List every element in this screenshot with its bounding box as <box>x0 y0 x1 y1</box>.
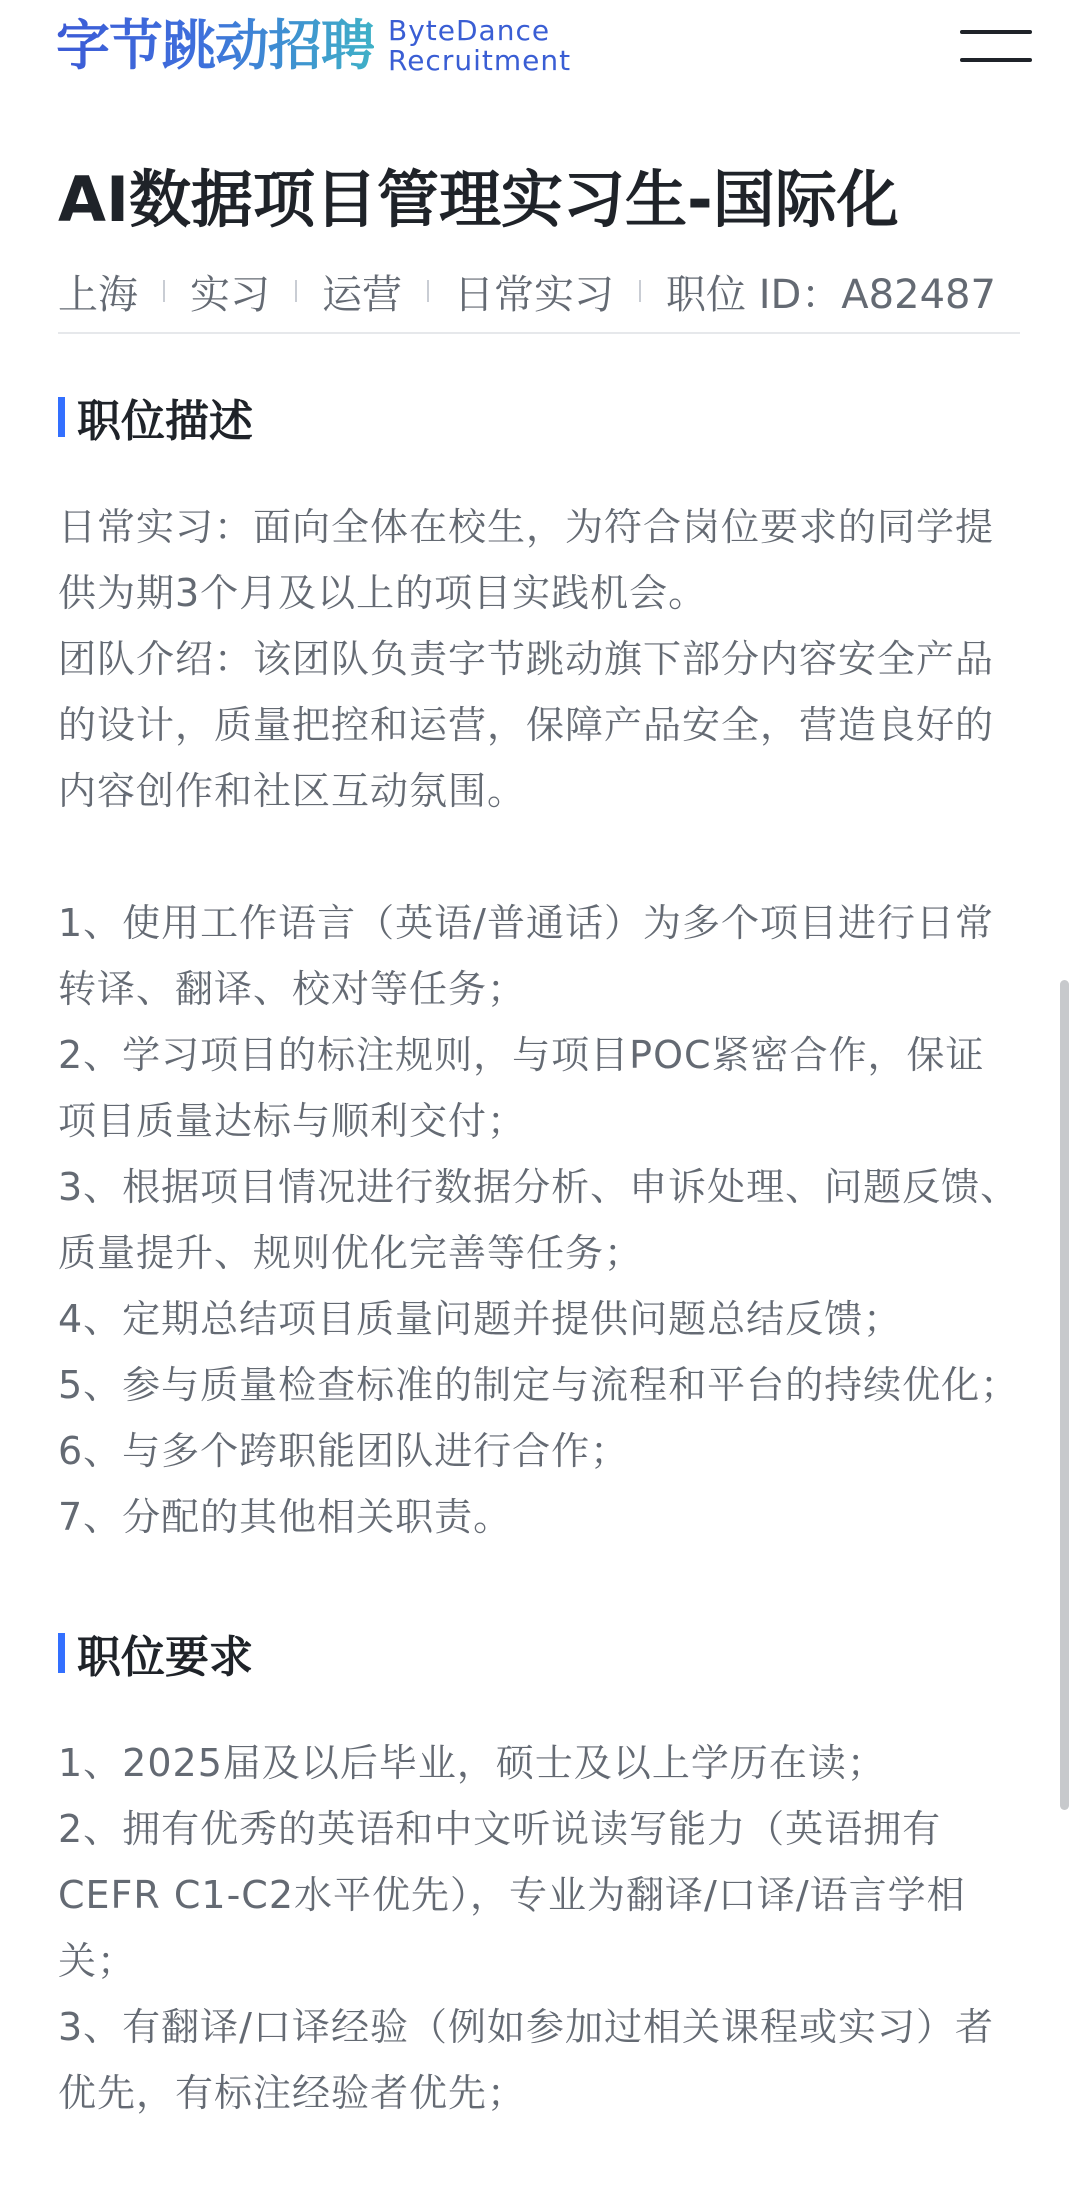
requirements-body <box>58 1730 1020 2126</box>
job-city: 上海 <box>58 271 138 318</box>
section-accent-bar <box>58 397 65 437</box>
logo-english-text <box>388 16 571 76</box>
description-paragraph: 3、根据项目情况进行数据分析、申诉处理、问题反馈、质量提升、规则优化完善等任务； <box>58 1165 1020 1275</box>
description-body <box>58 494 1020 1550</box>
job-meta <box>58 250 1020 334</box>
description-paragraph: 2、学习项目的标注规则，与项目POC紧密合作，保证项目质量达标与顺利交付； <box>58 1033 985 1143</box>
description-paragraph: 5、参与质量检查标准的制定与流程和平台的持续优化； <box>58 1363 1020 1407</box>
menu-line <box>960 30 1032 34</box>
meta-divider <box>639 280 641 302</box>
logo-chinese-text: 字节跳动招聘 <box>56 14 374 77</box>
job-category: 运营 <box>322 271 402 318</box>
description-heading-text: 职位描述 <box>77 396 253 447</box>
meta-divider <box>295 280 297 302</box>
job-subtype: 日常实习 <box>454 271 614 318</box>
meta-divider <box>163 280 165 302</box>
job-title: AI数据项目管理实习生-国际化 <box>58 163 899 236</box>
menu-line <box>960 58 1032 62</box>
logo-english-line2: Recruitment <box>388 44 572 77</box>
job-id: 职位 ID：A82487 <box>666 271 996 318</box>
top-header <box>0 0 1080 100</box>
page-scrollbar[interactable] <box>1060 980 1069 1810</box>
meta-divider <box>427 280 429 302</box>
description-paragraph: 1、使用工作语言（英语/普通话）为多个项目进行日常转译、翻译、校对等任务； <box>58 901 994 1011</box>
section-accent-bar <box>58 1633 65 1673</box>
requirements-heading-text: 职位要求 <box>77 1632 253 1683</box>
description-paragraph: 日常实习：面向全体在校生，为符合岗位要求的同学提供为期3个月及以上的项目实践机会。 <box>58 505 995 615</box>
description-spacer <box>58 824 1020 890</box>
job-type: 实习 <box>190 271 270 318</box>
requirements-heading <box>58 1618 1020 1688</box>
requirement-paragraph: 2、拥有优秀的英语和中文听说读写能力（英语拥有CEFR C1-C2水平优先），专业为翻译/口译/语言学相关； <box>58 1807 966 1983</box>
bytedance-recruitment-logo[interactable] <box>56 14 571 78</box>
logo-english-line1: ByteDance <box>388 14 551 47</box>
description-paragraph: 4、定期总结项目质量问题并提供问题总结反馈； <box>58 1297 903 1341</box>
description-heading <box>58 382 1020 452</box>
description-paragraph: 团队介绍：该团队负责字节跳动旗下部分内容安全产品的设计，质量把控和运营，保障产品安全，营造良好的内容创作和社区互动氛围。 <box>58 637 995 813</box>
description-paragraph: 6、与多个跨职能团队进行合作； <box>58 1429 630 1473</box>
hamburger-menu-icon[interactable] <box>960 22 1032 66</box>
job-detail <box>58 150 1020 2126</box>
requirement-paragraph: 1、2025届及以后毕业，硕士及以上学历在读； <box>58 1741 886 1785</box>
requirement-paragraph: 3、有翻译/口译经验（例如参加过相关课程或实习）者优先，有标注经验者优先； <box>58 2005 994 2115</box>
description-paragraph: 7、分配的其他相关职责。 <box>58 1495 513 1539</box>
